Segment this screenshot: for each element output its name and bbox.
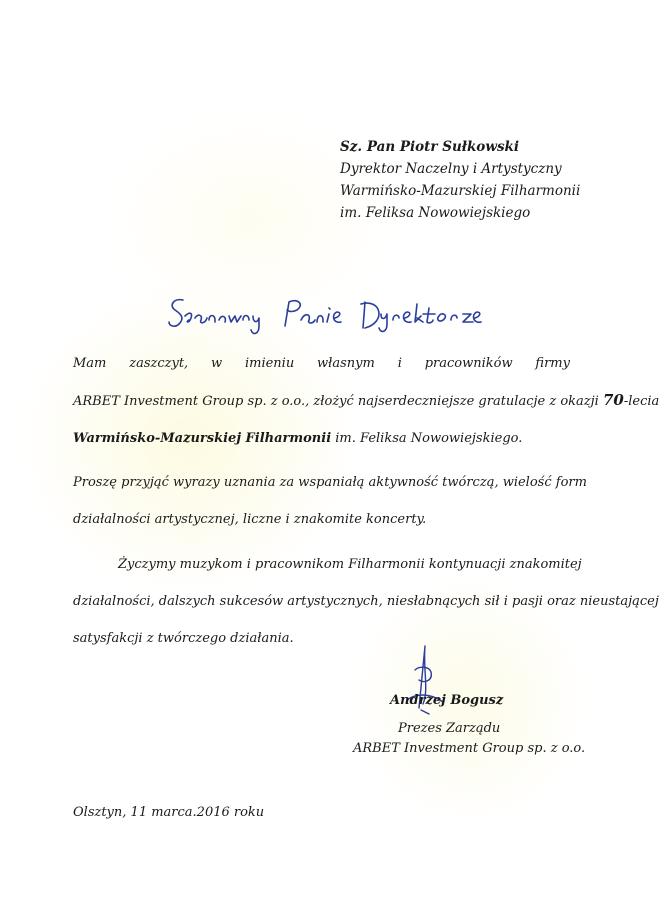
text-run: ARBET Investment Group sp. z o.o., złożyć najserdeczniejsze gratulacje z okazji: [73, 394, 603, 409]
addressee-institution: Warmińsko-Mazurskiej Filharmonii: [340, 183, 581, 199]
addressee-title: Dyrektor Naczelny i Artystyczny: [340, 161, 562, 177]
word: w: [211, 356, 223, 371]
paragraph-line: [73, 382, 659, 420]
word: imieniu: [244, 356, 295, 371]
addressee-name: Sz. Pan Piotr Sułkowski: [340, 139, 520, 155]
word: firmy: [535, 356, 570, 371]
signer-company: ARBET Investment Group sp. z o.o.: [353, 741, 586, 756]
word: pracowników: [424, 356, 513, 371]
addressee-block: [340, 136, 580, 224]
paragraph-line: działalności artystycznej, liczne i znakomite koncerty.: [73, 512, 427, 527]
handwritten-salutation: [165, 292, 485, 342]
word: zaszczyt,: [129, 356, 189, 371]
anniversary-number: 70: [602, 391, 624, 409]
paragraph-wishes: [73, 546, 659, 657]
paragraph-line: [73, 420, 570, 457]
signer-role: Prezes Zarządu: [398, 721, 501, 736]
signer-name: Andrzej Bogusz: [390, 693, 504, 708]
paragraph-appreciation: [73, 464, 587, 538]
paragraph-line: [73, 345, 570, 382]
text-run: im. Feliksa Nowowiejskiego.: [331, 431, 523, 446]
word: własnym: [317, 356, 375, 371]
signature-scribble: [385, 640, 465, 720]
place-and-date: Olsztyn, 11 marca.2016 roku: [73, 805, 265, 820]
institution-name: Warmińsko-Mazurskiej Filharmonii: [73, 431, 332, 446]
salutation-text: [165, 292, 485, 293]
text-run: -lecia: [623, 394, 659, 409]
paragraph-congratulations: [73, 345, 659, 457]
paragraph-line: satysfakcji z twórczego działania.: [73, 631, 294, 646]
handwritten-signature: [385, 640, 465, 720]
salutation-handwriting: [165, 292, 485, 342]
paragraph-line: działalności, dalszych sukcesów artystycznych, niesłabnących sił i pasji oraz nieustającej: [73, 594, 659, 609]
word: Mam: [73, 356, 107, 371]
paragraph-line: Proszę przyjąć wyrazy uznania za wspaniałą aktywność twórczą, wielość form: [73, 475, 587, 490]
addressee-patron: im. Feliksa Nowowiejskiego: [340, 205, 531, 221]
word: i: [397, 356, 402, 371]
paragraph-line: Życzymy muzykom i pracownikom Filharmonii kontynuacji znakomitej: [118, 557, 582, 572]
